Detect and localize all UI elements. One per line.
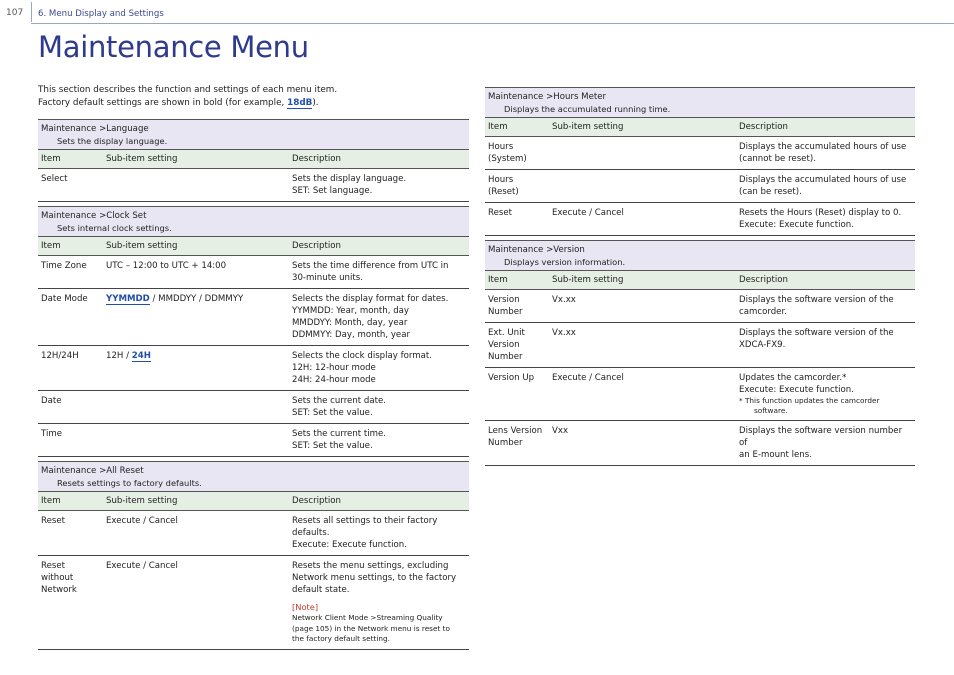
intro-line-2-pre: Factory default settings are shown in bold (for example, [38, 98, 288, 108]
intro-line-2-post: ). [312, 98, 319, 108]
intro-text [38, 84, 468, 110]
column-header-row: Item Sub-item setting Description [38, 237, 469, 256]
section-subtitle: Displays version information. [504, 257, 626, 267]
note-label: [Note] [292, 602, 319, 612]
table-row: Hours (Reset) Displays the accumulated hours of use (can be reset). [485, 170, 915, 203]
default-value: YYMMDD [106, 294, 150, 304]
section-clock [38, 207, 469, 237]
section-subtitle: Displays the accumulated running time. [504, 104, 671, 114]
section-hours-meter [485, 88, 915, 118]
right-menu-table [485, 87, 915, 466]
header-divider [31, 2, 32, 22]
table-row: Reset Execute / Cancel Resets all settings to their factory defaults. Execute: Execute function. [38, 511, 469, 556]
section-subtitle: Sets the display language. [57, 136, 168, 146]
note-text: Network Client Mode >Streaming Quality (page 105) in the Network menu is reset to the factory default setting. [292, 613, 450, 643]
page-number: 107 [6, 8, 24, 18]
section-title: Maintenance >Clock Set [41, 211, 147, 221]
example-bold[interactable]: 18dB [287, 98, 313, 108]
column-header-row: Item Sub-item setting Description [38, 492, 469, 511]
page-header [0, 0, 954, 24]
section-title: Maintenance >Version [488, 245, 585, 255]
intro-line-1: This section describes the function and settings of each menu item. [38, 85, 338, 95]
table-row: Date Mode YYMMDD / MMDDYY / DDMMYY Selects the display format for dates. YYMMDD: Year, month, day MMDDYY: Month, day, year DDMMYY: Day, month, year [38, 289, 469, 346]
section-subtitle: Resets settings to factory defaults. [57, 478, 202, 488]
table-row: Date Sets the current date. SET: Set the value. [38, 391, 469, 424]
column-header-row [38, 150, 469, 169]
section-subtitle: Sets internal clock settings. [57, 223, 172, 233]
section-title: Maintenance >Language [41, 124, 149, 134]
section-all-reset [38, 462, 469, 492]
table-row: Time Sets the current time. SET: Set the value. [38, 424, 469, 457]
page-title: Maintenance Menu [38, 30, 309, 64]
column-header-row: Item Sub-item setting Description [485, 271, 915, 290]
col-desc: Description [289, 150, 469, 169]
section-language [38, 120, 469, 150]
section-title: Maintenance >All Reset [41, 466, 144, 476]
table-row: Ext. Unit Version Number Vx.xx Displays the software version of the XDCA-FX9. [485, 323, 915, 368]
default-value: 24H [131, 351, 151, 361]
header-rule [31, 23, 954, 24]
table-row: Reset without Network Execute / Cancel Resets the menu settings, excluding Network menu settings, to the factory default state. [Note] Network Client Mode >Streaming Quality (page 105) in the Network menu is reset to the factory default setting. [38, 556, 469, 650]
table-row [38, 169, 469, 202]
col-sub: Sub-item setting [103, 150, 289, 169]
left-menu-table [38, 119, 469, 650]
footnote: * This function updates the camcorder software. [739, 396, 880, 415]
table-row: Hours (System) Displays the accumulated hours of use (cannot be reset). [485, 137, 915, 170]
table-row: Version Number Vx.xx Displays the software version of the camcorder. [485, 290, 915, 323]
table-row: Time Zone UTC – 12:00 to UTC + 14:00 Sets the time difference from UTC in 30-minute units. [38, 256, 469, 289]
table-row: 12H/24H 12H / 24H Selects the clock display format. 12H: 12-hour mode 24H: 24-hour mode [38, 346, 469, 391]
section-version [485, 241, 915, 271]
row-sub [103, 169, 289, 202]
col-item: Item [38, 150, 103, 169]
row-item: Select [38, 169, 103, 202]
table-row: Reset Execute / Cancel Resets the Hours (Reset) display to 0. Execute: Execute function. [485, 203, 915, 236]
table-row: Version Up Execute / Cancel Updates the camcorder.* Execute: Execute function. * This function updates the camcorder software. [485, 368, 915, 421]
section-title: Maintenance >Hours Meter [488, 92, 607, 102]
row-desc: Sets the display language. SET: Set language. [289, 169, 469, 202]
column-header-row: Item Sub-item setting Description [485, 118, 915, 137]
table-row: Lens Version Number Vxx Displays the software version number of an E-mount lens. [485, 421, 915, 466]
chapter-title: 6. Menu Display and Settings [38, 9, 164, 19]
